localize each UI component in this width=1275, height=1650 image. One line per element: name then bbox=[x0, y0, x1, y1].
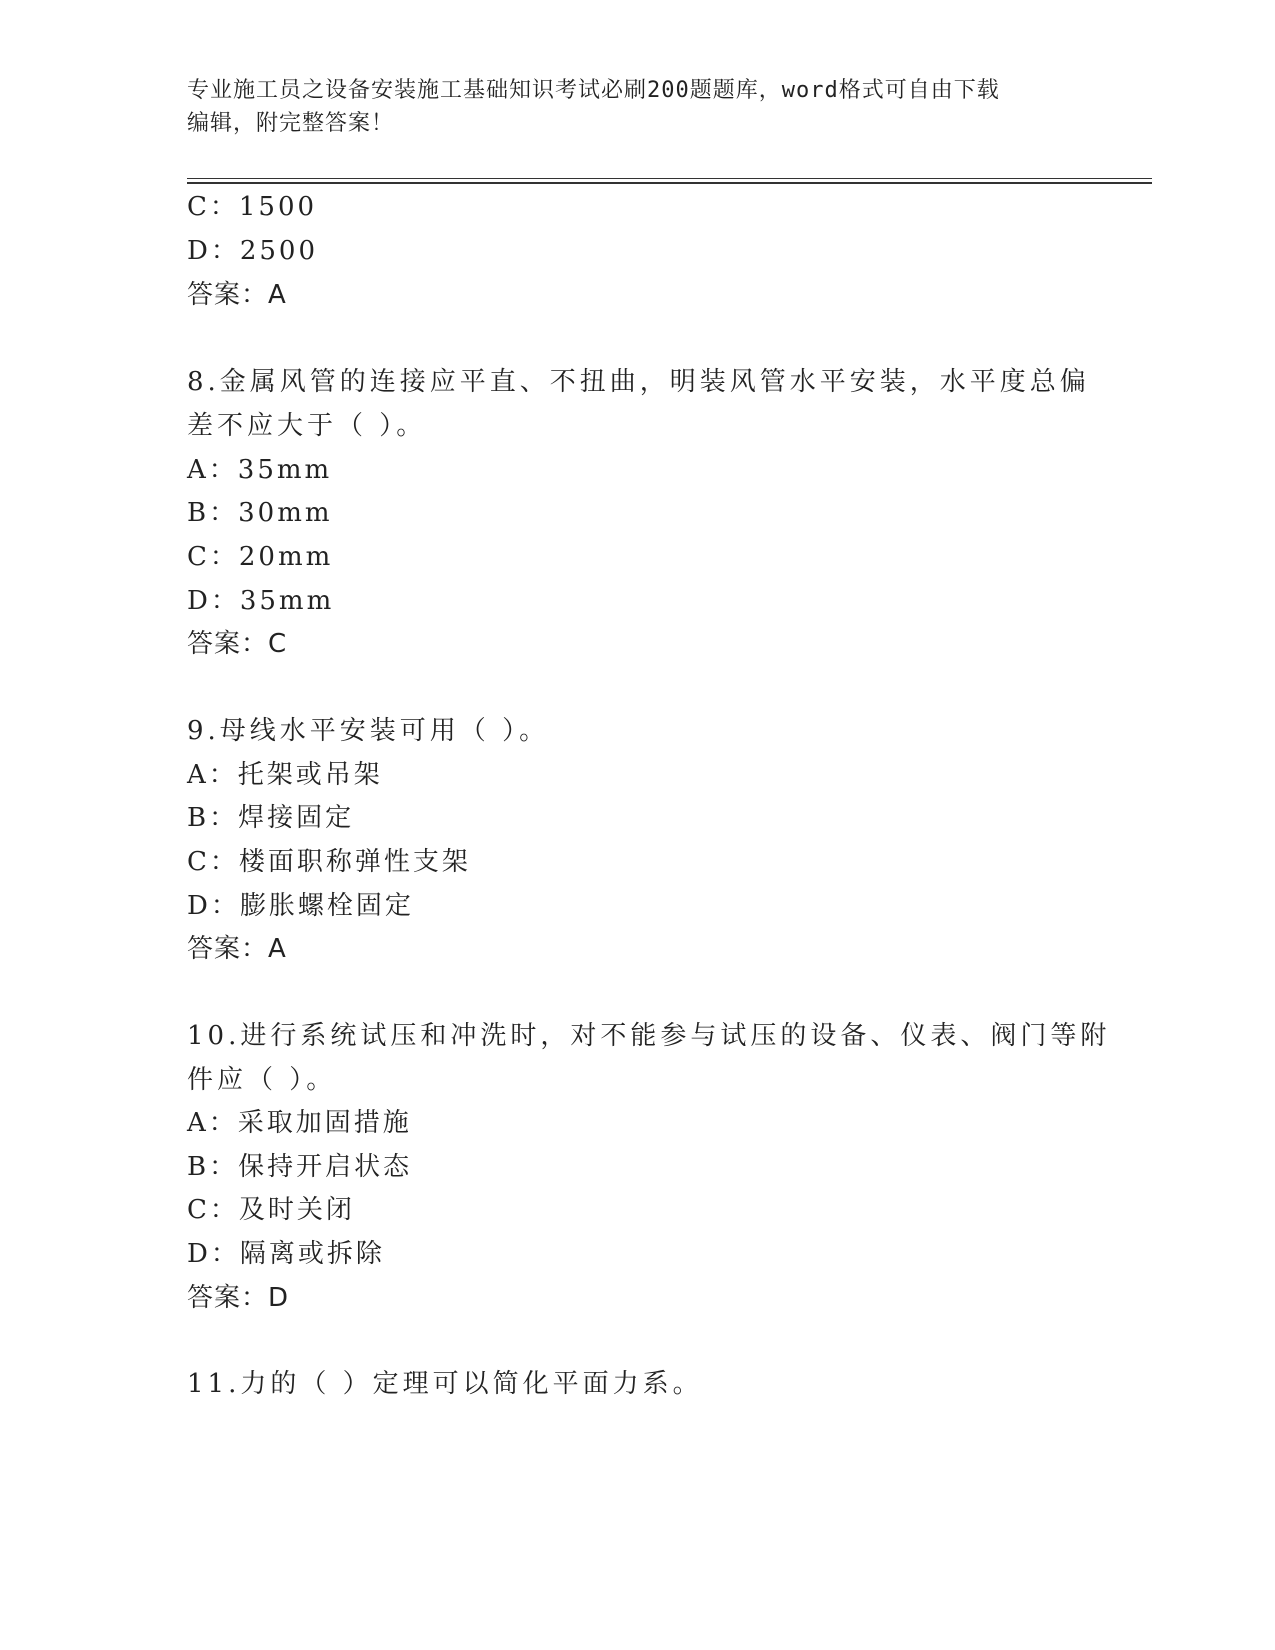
q8-answer: 答案：C bbox=[187, 629, 288, 659]
q9-option-d: D：膨胀螺栓固定 bbox=[187, 891, 414, 921]
q10-option-c: C：及时关闭 bbox=[187, 1195, 355, 1225]
q8-option-c: C：20mm bbox=[187, 542, 334, 572]
q10-option-d: D：隔离或拆除 bbox=[187, 1239, 385, 1269]
q9-option-b: B：焊接固定 bbox=[187, 803, 355, 833]
q8-option-a: A：35mm bbox=[187, 455, 333, 485]
q10-option-a: A：采取加固措施 bbox=[187, 1108, 412, 1138]
header-title-line-1: 专业施工员之设备安装施工基础知识考试必刷200题题库，word格式可自由下载 bbox=[187, 78, 1000, 103]
header-divider-thin bbox=[187, 178, 1152, 179]
q9-option-a: A：托架或吊架 bbox=[187, 760, 383, 790]
q9-option-c: C：楼面职称弹性支架 bbox=[187, 847, 471, 877]
q10-stem-line-1: 10.进行系统试压和冲洗时，对不能参与试压的设备、仪表、阀门等附 bbox=[187, 1021, 1111, 1051]
q10-option-b: B：保持开启状态 bbox=[187, 1152, 413, 1182]
q8-stem-line-1: 8.金属风管的连接应平直、不扭曲，明装风管水平安装，水平度总偏 bbox=[187, 367, 1090, 397]
q7-option-c: C：1500 bbox=[187, 192, 318, 222]
q9-stem: 9.母线水平安装可用（ ）。 bbox=[187, 716, 550, 746]
q10-answer: 答案：D bbox=[187, 1283, 290, 1313]
q10-stem-line-2: 件应（ ）。 bbox=[187, 1065, 337, 1095]
header-title-line-2: 编辑，附完整答案！ bbox=[187, 111, 395, 136]
q8-option-b: B：30mm bbox=[187, 498, 333, 528]
header-divider-thick bbox=[187, 182, 1152, 184]
q8-option-d: D：35mm bbox=[187, 586, 335, 616]
q7-option-d: D：2500 bbox=[187, 236, 319, 266]
q9-answer: 答案：A bbox=[187, 934, 287, 964]
q8-stem-line-2: 差不应大于（ ）。 bbox=[187, 411, 427, 441]
document-header bbox=[187, 74, 1087, 140]
q11-stem: 11.力的（ ）定理可以简化平面力系。 bbox=[187, 1369, 703, 1399]
q7-answer: 答案：A bbox=[187, 280, 287, 310]
